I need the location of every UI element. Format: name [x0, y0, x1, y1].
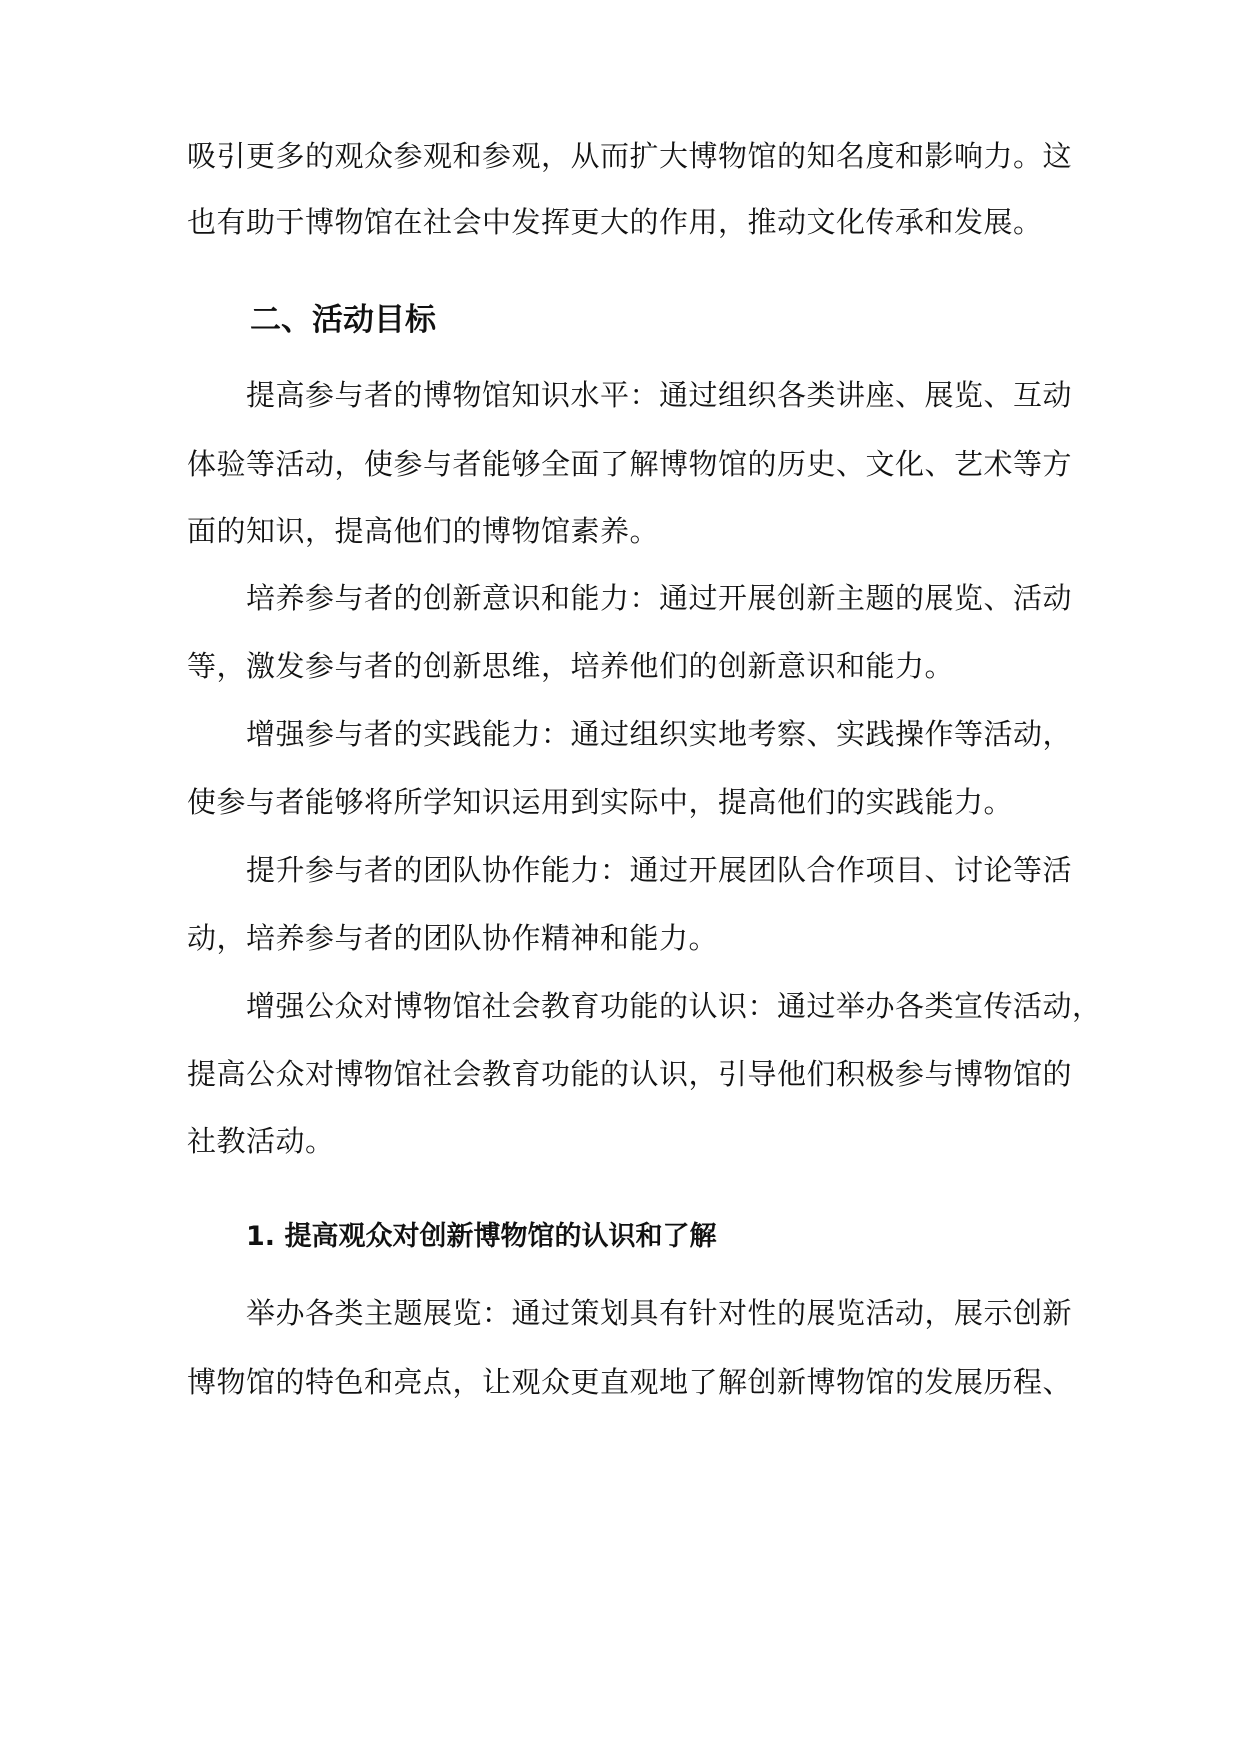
paragraph-line: 也有助于博物馆在社会中发挥更大的作用，推动文化传承和发展。 — [187, 205, 1043, 239]
paragraph-line: 使参与者能够将所学知识运用到实际中，提高他们的实践能力。 — [187, 785, 1014, 819]
paragraph-line: 面的知识，提高他们的博物馆素养。 — [187, 514, 660, 548]
paragraph-line: 提高参与者的博物馆知识水平：通过组织各类讲座、展览、互动 — [246, 378, 1073, 412]
paragraph-line: 动，培养参与者的团队协作精神和能力。 — [187, 921, 719, 955]
paragraph-line: 吸引更多的观众参观和参观，从而扩大博物馆的知名度和影响力。这 — [187, 139, 1073, 173]
paragraph-line: 培养参与者的创新意识和能力：通过开展创新主题的展览、活动 — [246, 581, 1073, 615]
paragraph-line: 社教活动。 — [187, 1124, 335, 1158]
subsection-heading: 1. 提高观众对创新博物馆的认识和了解 — [246, 1221, 717, 1252]
paragraph-line: 体验等活动，使参与者能够全面了解博物馆的历史、文化、艺术等方 — [187, 447, 1073, 481]
paragraph-line: 增强参与者的实践能力：通过组织实地考察、实践操作等活动， — [246, 717, 1073, 751]
paragraph-line: 博物馆的特色和亮点，让观众更直观地了解创新博物馆的发展历程、 — [187, 1365, 1073, 1399]
paragraph-line: 提升参与者的团队协作能力：通过开展团队合作项目、讨论等活 — [246, 853, 1073, 887]
paragraph-line: 提高公众对博物馆社会教育功能的认识，引导他们积极参与博物馆的 — [187, 1057, 1073, 1091]
section-heading: 二、活动目标 — [250, 302, 436, 338]
paragraph-line: 增强公众对博物馆社会教育功能的认识：通过举办各类宣传活动， — [246, 989, 1102, 1023]
paragraph-line: 等，激发参与者的创新思维，培养他们的创新意识和能力。 — [187, 649, 955, 683]
paragraph-line: 举办各类主题展览：通过策划具有针对性的展览活动，展示创新 — [246, 1296, 1073, 1330]
